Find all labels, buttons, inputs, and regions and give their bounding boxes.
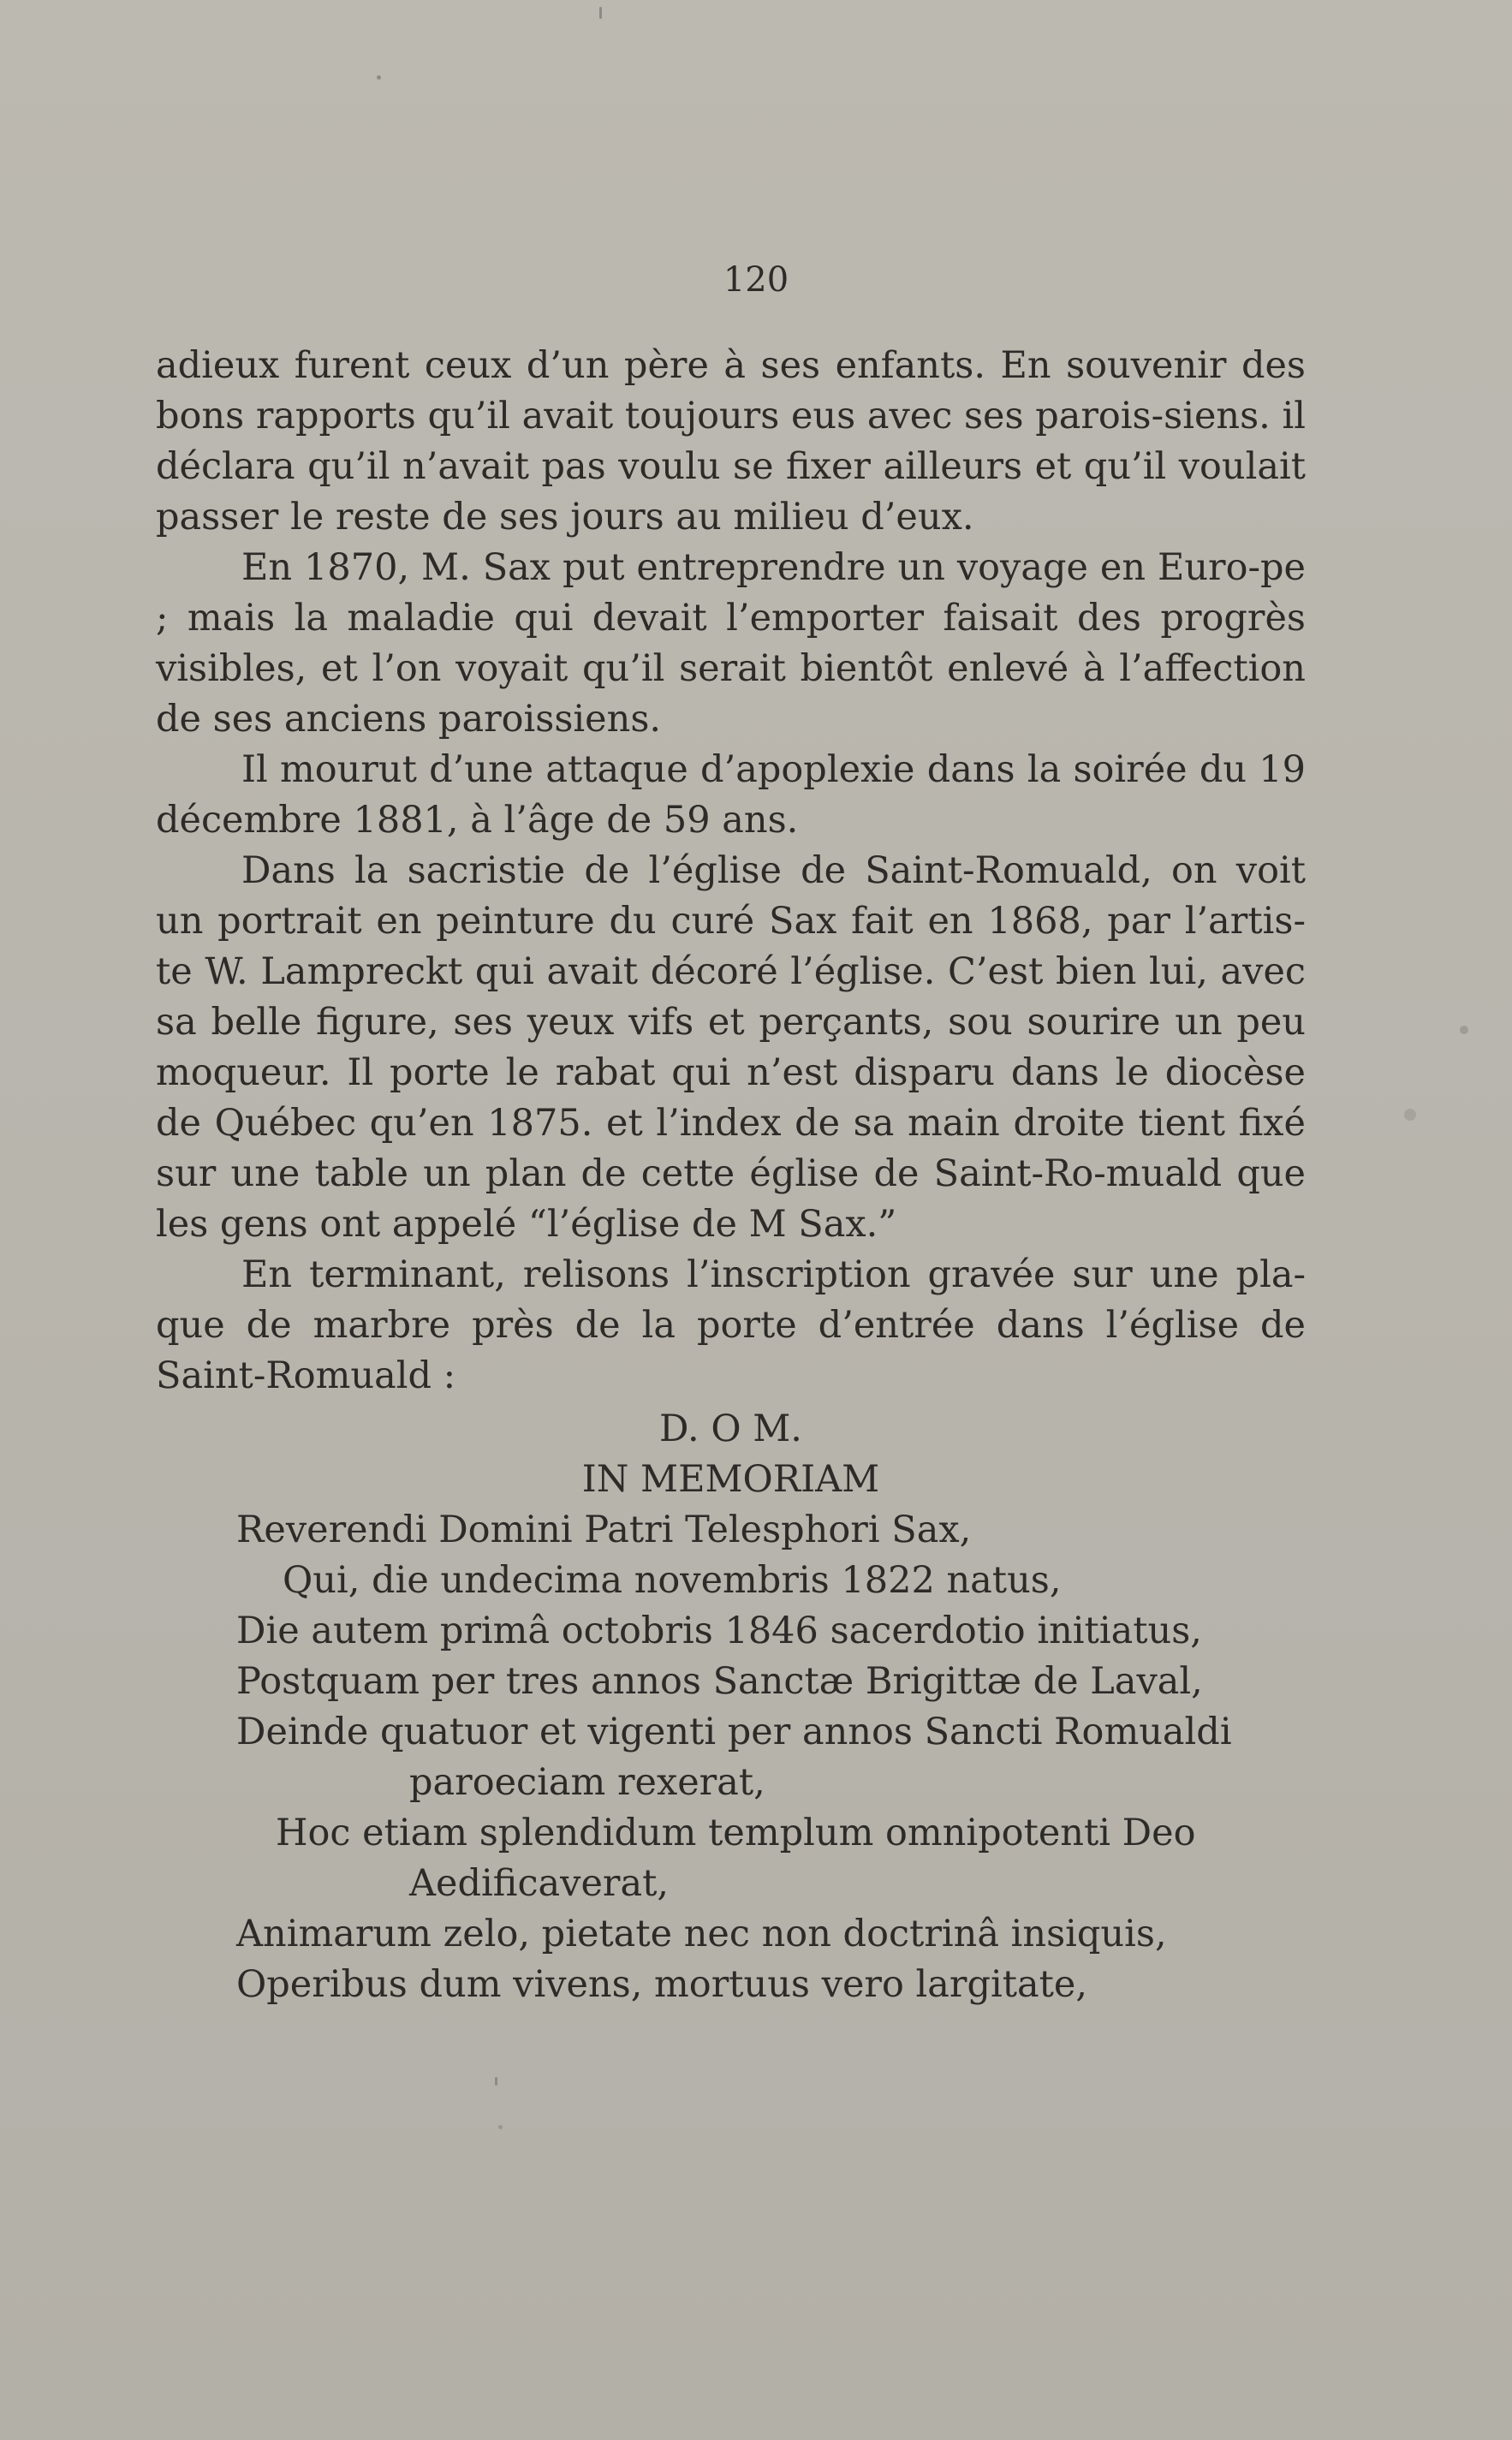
- paper-speck: [377, 75, 381, 80]
- inscription-line: Qui, die undecima novembris 1822 natus,: [283, 1559, 1062, 1602]
- paper-speck: [498, 2125, 503, 2129]
- paragraph-4: Dans la sacristie de l’église de Saint-Romuald, on voit un portrait en peinture du curé Sax fait en 1868, par l’artis-te W. Lampreckt qui avait décoré l’église. C’est bien lui, avec sa belle figure, ses yeux vifs et perçants, sou sourire un peu moqueur. Il porte le rabat qui n’est disparu dans le diocèse de Québec qu’en 1875. et l’index de sa main droite tient fixé sur une table un plan de cette église de Saint-Ro-muald que les gens ont appelé “l’église de M Sax.”: [156, 849, 1306, 1246]
- paragraph-2: En 1870, M. Sax put entreprendre un voyage en Euro-pe ; mais la maladie qui devait l’emporter faisait des progrès visibles, et l’on voyait qu’il serait bientôt enlevé à l’affection de ses anciens paroissiens.: [156, 546, 1306, 741]
- inscription-line: Reverendi Domini Patri Telesphori Sax,: [236, 1509, 972, 1551]
- inscription-line: Die autem primâ octobris 1846 sacerdotio initiatus,: [236, 1610, 1202, 1652]
- inscription-line: Postquam per tres annos Sanctæ Brigittæ de Laval,: [236, 1660, 1203, 1703]
- page-number: 120: [723, 260, 789, 300]
- paper-speck: [1460, 1026, 1468, 1034]
- inscription-line: Operibus dum vivens, mortuus vero largitate,: [236, 1963, 1088, 2006]
- memorial-inscription: [156, 1404, 1306, 2010]
- inscription-heading-memoriam: IN MEMORIAM: [581, 1458, 880, 1501]
- paper-speck: [495, 2077, 497, 2086]
- paper-speck: [1404, 1109, 1416, 1121]
- inscription-line: Animarum zelo, pietate nec non doctrinâ insiquis,: [236, 1913, 1167, 1955]
- inscription-line: Hoc etiam splendidum templum omnipotenti Deo: [276, 1812, 1196, 1854]
- body-text: [156, 341, 1306, 1402]
- inscription-heading-dom: D. O M.: [659, 1407, 802, 1450]
- inscription-line: paroeciam rexerat,: [409, 1761, 765, 1804]
- paragraph-1: adieux furent ceux d’un père à ses enfants. En souvenir des bons rapports qu’il avait toujours eus avec ses parois-siens. il déclara qu’il n’avait pas voulu se fixer ailleurs et qu’il voulait passer le reste de ses jours au milieu d’eux.: [156, 344, 1307, 539]
- inscription-line: Deinde quatuor et vigenti per annos Sancti Romualdi: [236, 1711, 1232, 1753]
- paragraph-5: En terminant, relisons l’inscription gravée sur une pla-que de marbre près de la porte d’entrée dans l’église de Saint-Romuald :: [156, 1253, 1306, 1397]
- inscription-line: Aedificaverat,: [409, 1862, 670, 1905]
- paper-speck: [599, 7, 602, 19]
- paragraph-3: Il mourut d’une attaque d’apoplexie dans la soirée du 19 décembre 1881, à l’âge de 59 ans.: [156, 748, 1306, 842]
